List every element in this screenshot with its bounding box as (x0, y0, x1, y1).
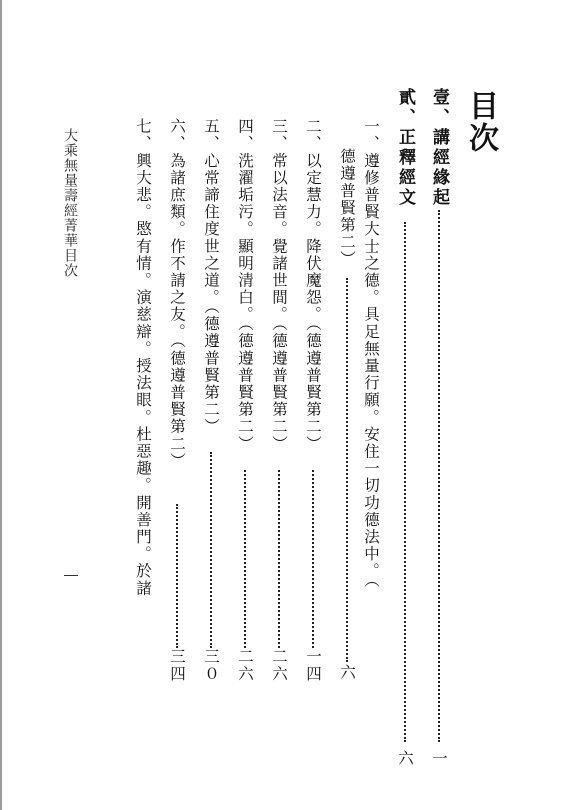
leader-dots (438, 210, 440, 742)
toc-entry-page: 六 (338, 664, 356, 682)
toc-entry-page: 二六 (236, 648, 254, 683)
toc-entry-text: 壹、講經緣起 (429, 88, 449, 208)
folio-mark (64, 575, 78, 576)
toc-entry-text: 五、心常諦住度世之道。（德遵普賢第二） (202, 118, 220, 436)
leader-dots (244, 470, 246, 648)
page-edge (0, 0, 10, 810)
running-header: 大乘無量壽經菁華目次 (62, 128, 78, 278)
leader-dots (278, 470, 280, 648)
toc-entry[interactable] (266, 118, 292, 698)
toc-entry[interactable] (130, 118, 156, 638)
toc-entry-text: 一、遵修普賢大士之德。具足無量行願。安住一切功德法中。（ (362, 118, 380, 590)
toc-entry-page: 六 (396, 750, 414, 768)
toc-entry-text: 貳、正釋經文 (395, 88, 415, 208)
toc-entry-page: 一四 (304, 648, 322, 683)
toc-entry[interactable] (358, 118, 384, 638)
toc-entry-text: 三、常以法音。覺諸世間。（德遵普賢第二） (270, 118, 288, 453)
leader-dots (404, 222, 406, 742)
toc-entry[interactable] (232, 118, 258, 698)
toc-entry[interactable] (392, 88, 418, 768)
toc-entry[interactable] (300, 118, 326, 698)
toc-entry-text: 德遵普賢第二） (338, 148, 356, 268)
leader-dots (312, 470, 314, 648)
toc-entry-page: 一 (430, 750, 448, 768)
leader-dots (176, 504, 178, 648)
toc-entry-text: 四、洗濯垢污。顯明清白。（德遵普賢第二） (236, 118, 254, 453)
toc-entry-text: 二、以定慧力。降伏魔怨。（德遵普賢第二） (304, 118, 322, 453)
toc-entry[interactable] (198, 118, 224, 698)
page-title: 目次 (463, 90, 498, 154)
toc-entry[interactable] (164, 118, 190, 698)
toc-entry-continuation[interactable] (334, 148, 360, 688)
toc-entry-page: 二六 (270, 648, 288, 683)
toc-entry-text: 七、興大悲。愍有情。演慈辯。授法眼。杜惡趣。開善門。於諸 (134, 118, 152, 597)
toc-entry-page: 三０ (202, 648, 220, 683)
toc-entry[interactable] (426, 88, 452, 768)
leader-dots (210, 452, 212, 648)
toc-entry-text: 六、為諸庶類。作不請之友。（德遵普賢第二） (168, 118, 186, 470)
leader-dots (346, 278, 348, 662)
toc-entry-page: 三四 (168, 648, 186, 683)
